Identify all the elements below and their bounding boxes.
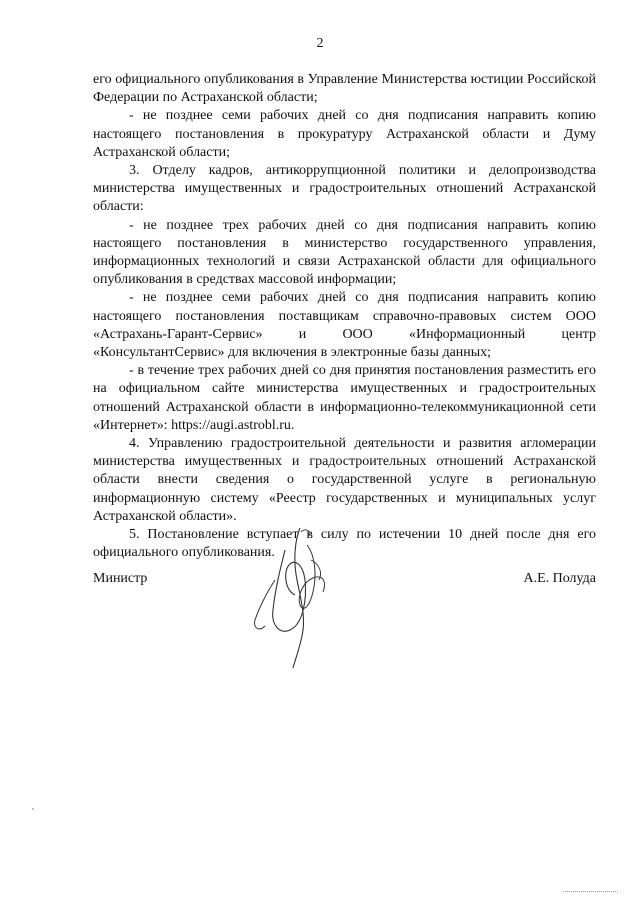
paragraph: 4. Управлению градостроительной деятельности и развития агломерации министерства имущественных и градостроительных отношений Астраханской области внести сведения о государственной услуге в региональную информационную систему «Реестр государственных и муниципальных услуг Астраханской области». [93,436,596,524]
paragraph: - в течение трех рабочих дней со дня принятия постановления разместить его на официальном сайте министерства имущественных и градостроительных отношений Астраханской области в информационно-телекоммуникационной сети «Интернет»: https://augi.astrobl.ru. [93,363,596,433]
paragraph: 3. Отделу кадров, антикоррупционной политики и делопроизводства министерства имущественных и градостроительных отношений Астраханской области: [93,163,596,215]
signatory-position: Министр [93,571,148,586]
footer-mark [563,891,618,895]
paragraph: его официального опубликования в Управление Министерства юстиции Российской Федерации по Астраханской области; [93,72,596,106]
document-body [93,71,596,562]
handwritten-signature [245,520,355,670]
signatory-name: А.Е. Полуда [523,571,596,586]
paragraph: - не позднее трех рабочих дней со дня подписания направить копию настоящего постановления в министерство государственного управления, информационных технологий и связи Астраханской области для официального опубликования в средствах массовой информации; [93,217,596,288]
page-number: 2 [316,36,324,51]
paragraph: - не позднее семи рабочих дней со дня подписания направить копию настоящего постановления поставщикам справочно-правовых систем ООО «Астрахань-Гарант-Сервис» и ООО «Информационный центр «КонсультантСервис» для включения в электронные базы данных; [93,290,596,361]
paragraph: 5. Постановление вступает в силу по истечении 10 дней после дня его официального опубликования. [93,527,596,561]
paragraph: - не позднее семи рабочих дней со дня подписания направить копию настоящего постановления в прокуратуру Астраханской области и Думу Астраханской области; [93,108,596,160]
scan-artifact [32,808,34,810]
